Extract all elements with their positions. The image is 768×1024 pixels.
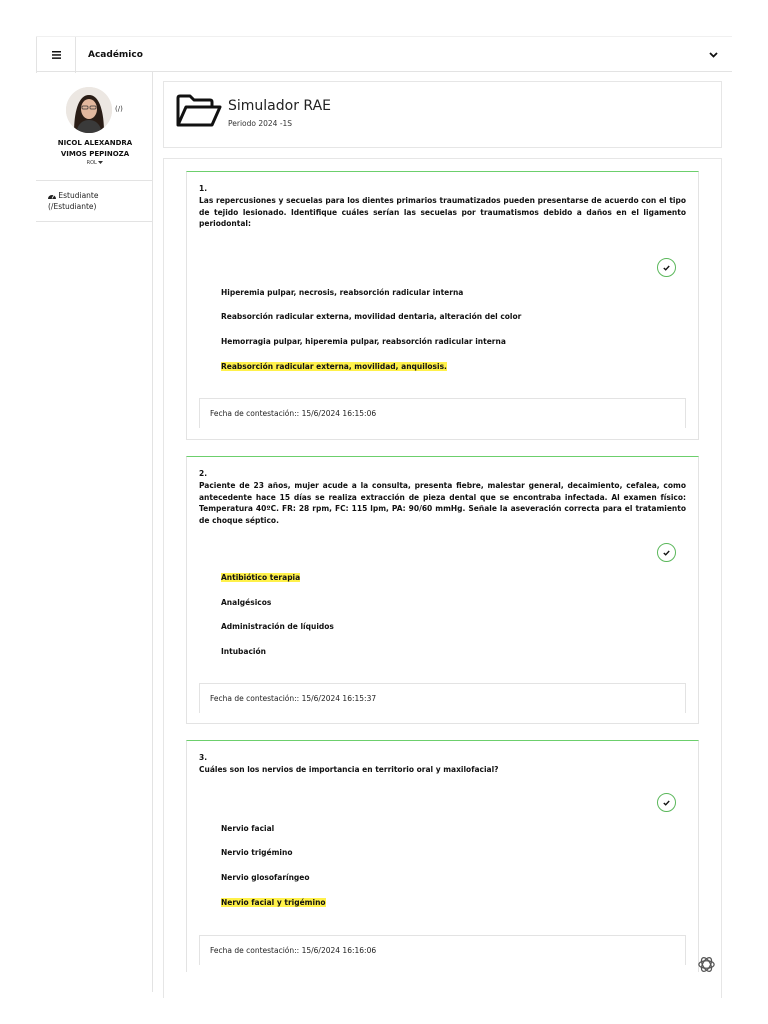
answer-option[interactable] xyxy=(221,598,271,608)
answer-timestamp: Fecha de contestación:: 15/6/2024 16:16:06 xyxy=(210,946,377,955)
user-name xyxy=(40,138,150,160)
check-icon xyxy=(657,543,676,562)
question-number: 3. xyxy=(199,753,208,762)
sidebar xyxy=(36,72,153,992)
question-number: 2. xyxy=(199,469,208,478)
user-name-line1: NICOL ALEXANDRA xyxy=(57,139,133,147)
sidebar-item-label: Estudiante (/Estudiante) xyxy=(48,191,99,211)
knot-watermark-icon xyxy=(697,955,716,974)
answer-option[interactable] xyxy=(221,824,274,834)
option-label: Reabsorción radicular externa, movilidad, anquilosis. xyxy=(221,362,447,371)
caret-down-icon xyxy=(98,161,103,164)
check-icon xyxy=(657,258,676,277)
question-card xyxy=(186,740,699,972)
question-card xyxy=(186,456,699,724)
avatar-link-text[interactable]: (/) xyxy=(115,105,123,113)
question-card xyxy=(186,171,699,440)
period-label: Periodo 2024 -1S xyxy=(228,119,293,128)
answer-timestamp-box xyxy=(199,398,686,428)
user-photo xyxy=(66,87,112,133)
answer-option[interactable] xyxy=(221,873,310,883)
answer-timestamp: Fecha de contestación:: 15/6/2024 16:15:37 xyxy=(210,694,377,703)
answer-option[interactable] xyxy=(221,647,266,657)
option-label: Intubación xyxy=(221,647,266,656)
answer-option[interactable] xyxy=(221,848,292,858)
answer-timestamp: Fecha de contestación:: 15/6/2024 16:15:06 xyxy=(210,409,377,418)
check-icon xyxy=(657,793,676,812)
role-dropdown[interactable] xyxy=(40,160,150,166)
user-name-line2: VIMOS PEPINOZA xyxy=(60,150,130,158)
role-label: ROL xyxy=(86,160,97,166)
option-label: Nervio facial y trigémino xyxy=(221,898,326,907)
top-bar xyxy=(36,36,732,72)
question-text: Cuáles son los nervios de importancia en territorio oral y maxilofacial? xyxy=(199,765,499,774)
answer-option-correct[interactable] xyxy=(221,362,447,372)
answer-option[interactable] xyxy=(221,288,463,298)
page-title: Simulador RAE xyxy=(228,98,331,114)
question-text: Las repercusiones y secuelas para los dientes primarios traumatizados pueden presentarse de acuerdo con el tipo de tejido lesionado. Identifique cuáles serían las secuelas por traumatismos debido a daños en el ligamento periodontal: xyxy=(199,196,686,228)
hamburger-icon xyxy=(52,51,61,59)
option-label: Nervio trigémino xyxy=(221,848,293,857)
answer-option-correct[interactable] xyxy=(221,573,300,583)
sidebar-divider xyxy=(36,221,153,222)
sidebar-item-estudiante[interactable] xyxy=(48,190,148,212)
option-label: Hemorragia pulpar, hiperemia pulpar, reabsorción radicular interna xyxy=(221,337,506,346)
option-label: Hiperemia pulpar, necrosis, reabsorción radicular interna xyxy=(221,288,464,297)
sidebar-divider xyxy=(36,180,153,181)
option-label: Administración de líquidos xyxy=(221,622,334,631)
answer-option[interactable] xyxy=(221,337,506,347)
option-label: Nervio glosofaríngeo xyxy=(221,873,310,882)
menu-toggle-button[interactable] xyxy=(36,37,76,73)
page-header-card xyxy=(163,81,722,148)
dashboard-icon xyxy=(48,193,56,199)
module-dropdown-toggle[interactable] xyxy=(709,37,718,73)
avatar[interactable] xyxy=(66,87,112,133)
question-number: 1. xyxy=(199,184,208,193)
option-label: Reabsorción radicular externa, movilidad dentaria, alteración del color xyxy=(221,312,522,321)
answer-timestamp-box xyxy=(199,935,686,965)
option-label: Antibiótico terapia xyxy=(221,573,301,582)
folder-open-icon xyxy=(176,94,222,128)
chevron-down-icon xyxy=(709,52,718,58)
option-label: Analgésicos xyxy=(221,598,272,607)
answer-option-correct[interactable] xyxy=(221,898,326,908)
option-label: Nervio facial xyxy=(221,824,275,833)
answer-timestamp-box xyxy=(199,683,686,713)
answer-option[interactable] xyxy=(221,312,521,322)
module-title: Académico xyxy=(88,50,143,60)
answer-option[interactable] xyxy=(221,622,334,632)
question-text: Paciente de 23 años, mujer acude a la consulta, presenta fiebre, malestar general, decaimiento, cefalea, como antecedente hace 15 días se realiza extracción de pieza dental que se encontraba infectada. Al examen físico: Temperatura 40ºC. FR: 28 rpm, FC: 115 lpm, PA: 90/60 mmHg. Señale la aseveración correcta para el tratamiento de choque séptico. xyxy=(199,481,686,525)
